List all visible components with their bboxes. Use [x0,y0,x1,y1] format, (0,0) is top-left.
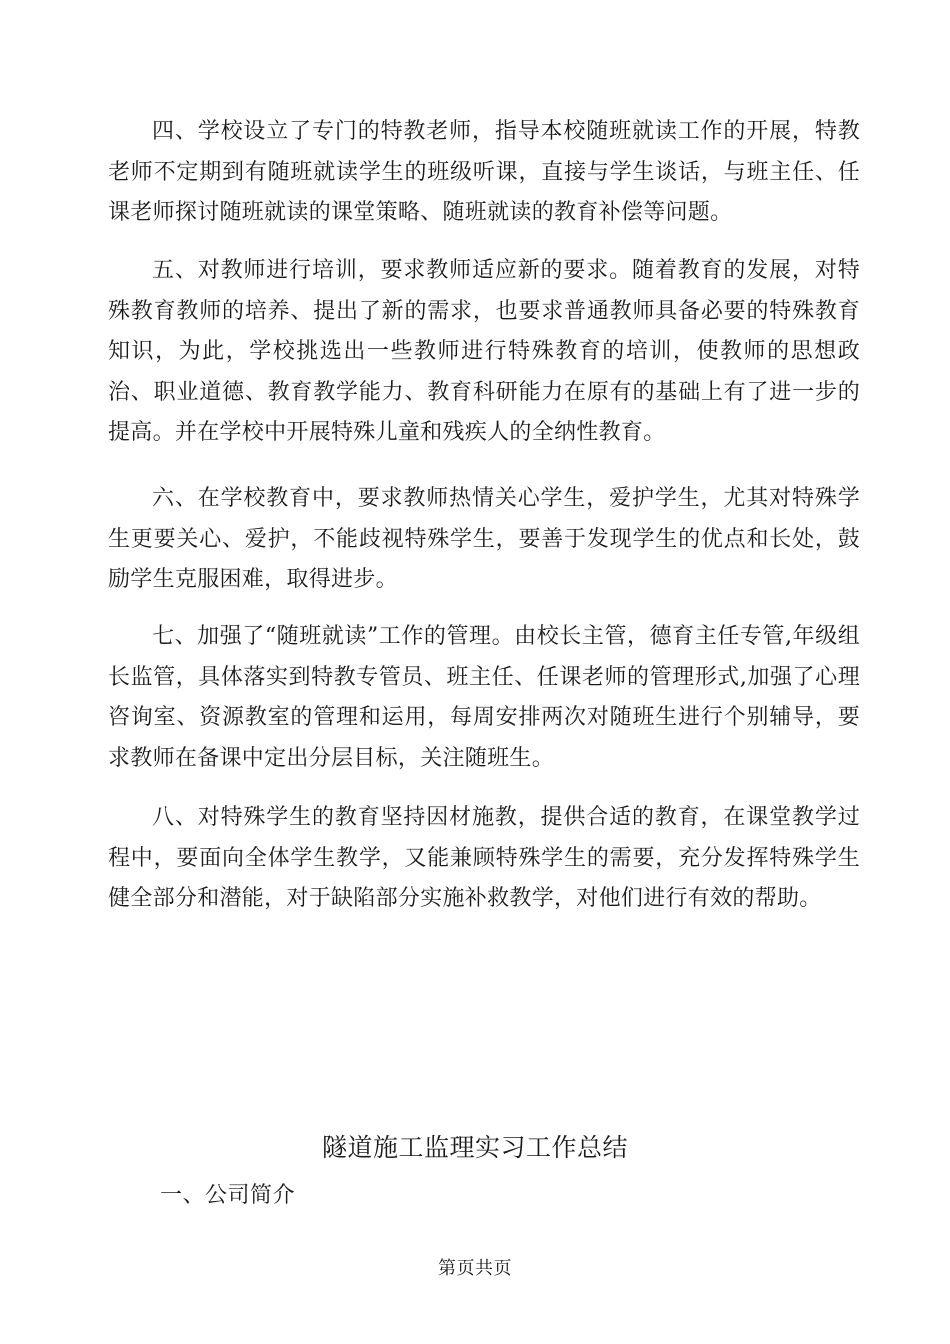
paragraph-7: 七、加强了“随班就读”工作的管理。由校长主管，德育主任专管,年级组长监管，具体落实到特教专管员、班主任、任课老师的管理形式,加强了心理咨询室、资源教室的管理和运用，每周安排两次对随班生进行个别辅导，要求教师在备课中定出分层目标，关注随班生。 [108,624,860,771]
section-heading: 一、公司简介 [160,1183,296,1208]
paragraph-6: 六、在学校教育中，要求教师热情关心学生，爱护学生，尤其对特殊学生更要关心、爱护，不能歧视特殊学生，要善于发现学生的优点和长处，鼓励学生克服困难，取得进步。 [108,486,860,592]
paragraph-4: 四、学校设立了专门的特教老师，指导本校随班就读工作的开展，特教老师不定期到有随班就读学生的班级听课，直接与学生谈话，与班主任、任课老师探讨随班就读的课堂策略、随班就读的教育补偿等问题。 [108,119,860,225]
document-title: 隧道施工监理实习工作总结 [321,1133,628,1162]
paragraph-8: 八、对特殊学生的教育坚持因材施教，提供合适的教育，在课堂教学过程中，要面向全体学生教学，又能兼顾特殊学生的需要，充分发挥特殊学生健全部分和潜能，对于缺陷部分实施补救教学，对他们进行有效的帮助。 [108,805,860,911]
page-footer: 第页共页 [438,1258,512,1279]
paragraph-5: 五、对教师进行培训，要求教师适应新的要求。随着教育的发展，对特殊教育教师的培养、提出了新的需求，也要求普通教师具备必要的特殊教育知识，为此，学校挑选出一些教师进行特殊教育的培训，使教师的思想政治、职业道德、教育教学能力、教育科研能力在原有的基础上有了进一步的提高。并在学校中开展特殊儿童和残疾人的全纳性教育。 [108,258,860,445]
